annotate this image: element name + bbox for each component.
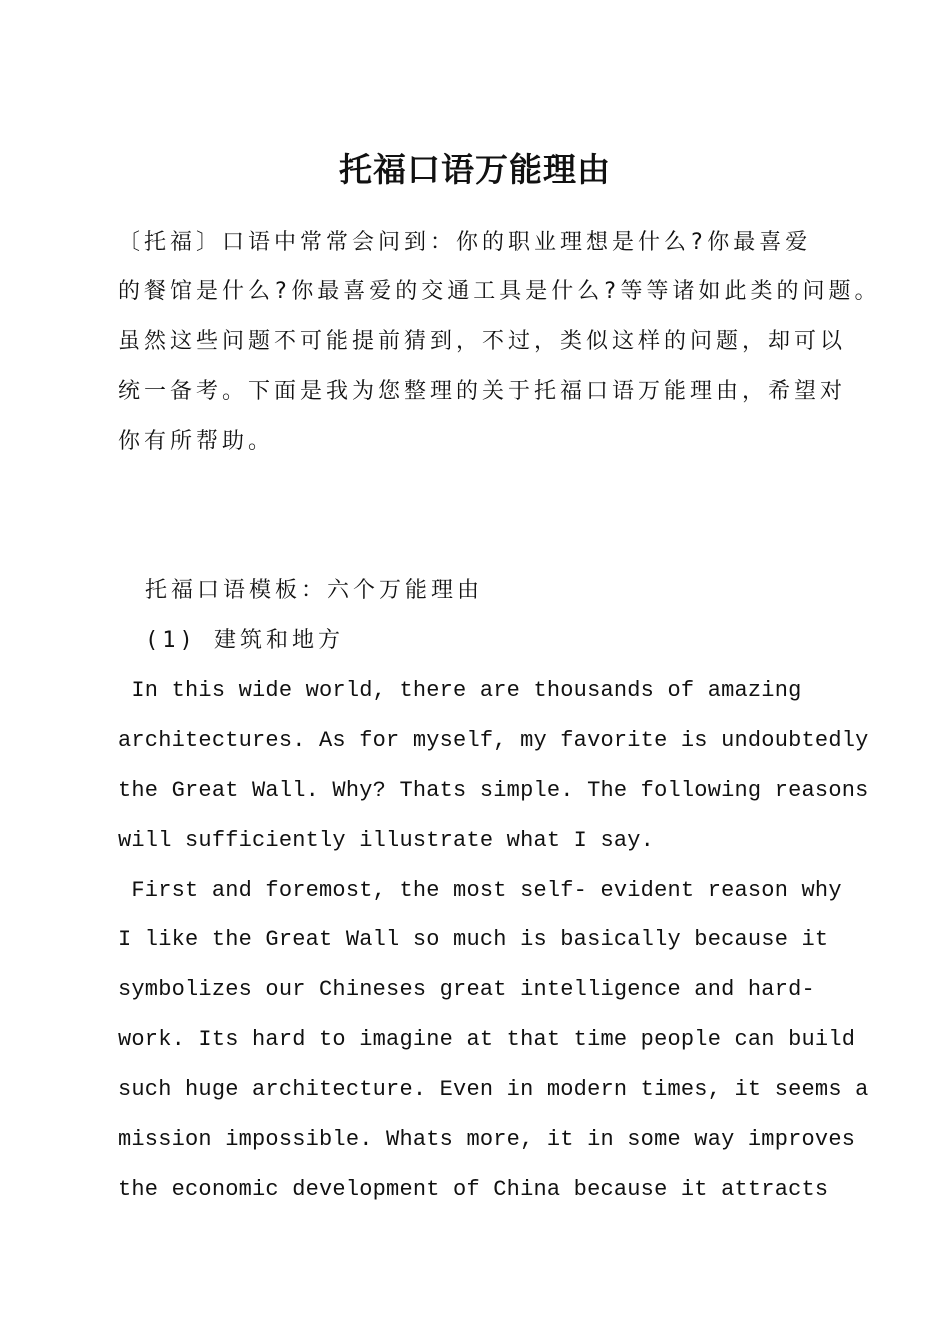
paragraph2-line-7: the economic development of China because it attracts xyxy=(118,1177,829,1202)
paragraph1-line-1: In this wide world, there are thousands of amazing xyxy=(118,678,802,703)
paragraph1-line-3: the Great Wall. Why? Thats simple. The following reasons xyxy=(118,778,869,803)
intro-line-5: 你有所帮助。 xyxy=(118,429,275,454)
section-heading: 托福口语模板：六个万能理由 xyxy=(145,578,484,603)
intro-line-4: 统一备考。下面是我为您整理的关于托福口语万能理由，希望对 xyxy=(118,379,847,404)
paragraph2-line-4: work. Its hard to imagine at that time people can build xyxy=(118,1027,856,1052)
intro-line-2: 的餐馆是什么?你最喜爱的交通工具是什么?等等诸如此类的问题。 xyxy=(118,279,881,304)
intro-line-1: 〔托福〕口语中常常会问到：你的职业理想是什么?你最喜爱 xyxy=(118,230,812,255)
document-title: 托福口语万能理由 xyxy=(339,150,611,189)
paragraph2-line-6: mission impossible. Whats more, it in some way improves xyxy=(118,1127,856,1152)
paragraph1-line-4: will sufficiently illustrate what I say. xyxy=(118,828,655,853)
subsection-heading: (1) 建筑和地方 xyxy=(145,628,344,653)
paragraph2-line-5: such huge architecture. Even in modern times, it seems a xyxy=(118,1077,869,1102)
paragraph1-line-2: architectures. As for myself, my favorite is undoubtedly xyxy=(118,728,869,753)
paragraph2-line-2: I like the Great Wall so much is basically because it xyxy=(118,927,829,952)
paragraph2-line-3: symbolizes our Chineses great intelligence and hard- xyxy=(118,977,815,1002)
paragraph2-line-1: First and foremost, the most self- evident reason why xyxy=(118,878,842,903)
intro-line-3: 虽然这些问题不可能提前猜到，不过，类似这样的问题，却可以 xyxy=(118,329,847,354)
